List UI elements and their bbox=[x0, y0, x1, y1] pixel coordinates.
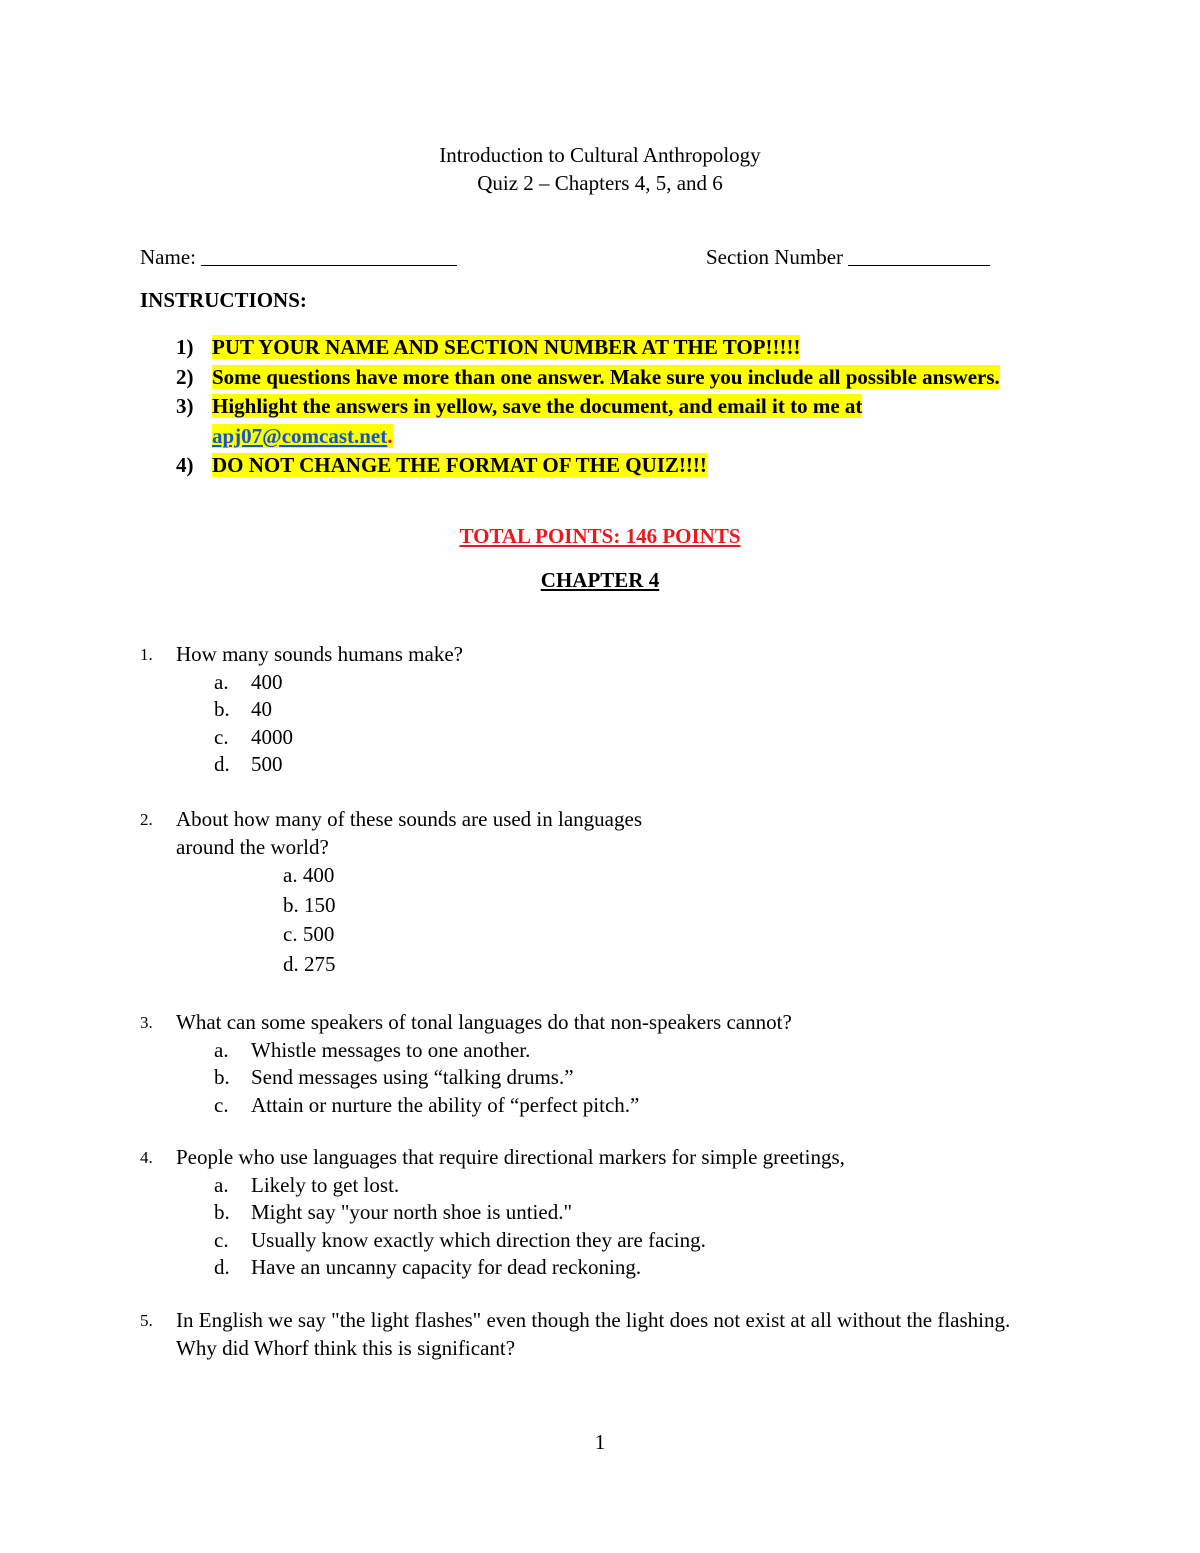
course-title: Introduction to Cultural Anthropology bbox=[439, 143, 761, 167]
instruction-period: . bbox=[387, 423, 393, 448]
question bbox=[140, 806, 642, 979]
question-number: 4. bbox=[140, 1148, 153, 1167]
instruction-number: 4) bbox=[176, 453, 194, 477]
answer-option[interactable] bbox=[214, 669, 463, 697]
option-text: Might say "your north shoe is untied." bbox=[251, 1200, 573, 1224]
question-text: About how many of these sounds are used in languages bbox=[176, 807, 642, 831]
option-letter: d. bbox=[214, 1255, 230, 1279]
option-text: Attain or nurture the ability of “perfect pitch.” bbox=[251, 1092, 640, 1117]
option-letter: c. bbox=[214, 1092, 229, 1117]
total-points: TOTAL POINTS: 146 POINTS bbox=[459, 524, 741, 548]
instructions-heading: INSTRUCTIONS: bbox=[140, 288, 307, 312]
question-text: In English we say "the light flashes" even though the light does not exist at all without the flashing. Why did Whorf think this is significant? bbox=[176, 1308, 1011, 1360]
question-text: What can some speakers of tonal languages do that non-speakers cannot? bbox=[176, 1010, 792, 1034]
option-letter: b. bbox=[214, 697, 230, 721]
question bbox=[140, 1307, 1040, 1362]
section-blank[interactable] bbox=[848, 243, 990, 266]
question-text: People who use languages that require directional markers for simple greetings, bbox=[176, 1145, 845, 1169]
section-field bbox=[706, 243, 990, 270]
answer-option[interactable]: a. 400 bbox=[283, 863, 335, 887]
answer-option[interactable] bbox=[214, 1199, 845, 1227]
answer-option[interactable] bbox=[214, 1064, 792, 1092]
option-text: 400 bbox=[251, 669, 283, 694]
question bbox=[140, 641, 463, 779]
instruction-number: 2) bbox=[176, 364, 194, 389]
answer-option[interactable] bbox=[214, 1092, 792, 1120]
instruction-number: 3) bbox=[176, 394, 194, 418]
option-letter: a. bbox=[214, 669, 229, 694]
page-number: 1 bbox=[594, 1430, 606, 1454]
option-text: Have an uncanny capacity for dead reckoning. bbox=[251, 1255, 642, 1279]
option-letter: c. bbox=[214, 1227, 229, 1252]
answer-option[interactable] bbox=[214, 751, 463, 779]
option-text: 40 bbox=[251, 697, 272, 721]
quiz-title: Quiz 2 – Chapters 4, 5, and 6 bbox=[477, 171, 723, 195]
instruction-text: PUT YOUR NAME AND SECTION NUMBER AT THE TOP!!!!! bbox=[212, 335, 801, 359]
instruction-item bbox=[176, 363, 1026, 393]
question bbox=[140, 1009, 792, 1119]
option-text: 4000 bbox=[251, 724, 293, 749]
answer-option[interactable] bbox=[214, 1037, 792, 1065]
instruction-item bbox=[176, 333, 1026, 363]
instructions-list bbox=[176, 333, 1026, 481]
option-letter: a. bbox=[214, 1172, 229, 1197]
answer-option[interactable] bbox=[214, 696, 463, 724]
section-label: Section Number bbox=[706, 245, 844, 269]
instruction-item bbox=[176, 392, 1026, 451]
question-number: 3. bbox=[140, 1013, 153, 1032]
question-text-continued: around the world? bbox=[176, 834, 329, 859]
question-number: 1. bbox=[140, 645, 153, 664]
name-field bbox=[140, 243, 457, 270]
option-text: Whistle messages to one another. bbox=[251, 1037, 531, 1062]
option-letter: a. bbox=[214, 1037, 229, 1062]
name-blank[interactable] bbox=[201, 243, 457, 266]
answer-option[interactable] bbox=[214, 1254, 845, 1282]
instruction-item bbox=[176, 451, 1026, 481]
answer-option[interactable]: d. 275 bbox=[283, 951, 336, 976]
instruction-text: Highlight the answers in yellow, save the document, and email it to me at bbox=[212, 394, 863, 418]
answer-option[interactable]: b. 150 bbox=[283, 892, 336, 917]
option-letter: b. bbox=[214, 1200, 230, 1224]
option-letter: c. bbox=[214, 724, 229, 749]
option-text: 500 bbox=[251, 752, 283, 776]
question-number: 5. bbox=[140, 1311, 153, 1330]
question-number: 2. bbox=[140, 810, 153, 829]
option-text: Likely to get lost. bbox=[251, 1172, 400, 1197]
answer-option[interactable] bbox=[214, 1172, 845, 1200]
email-link[interactable]: apj07@comcast.net bbox=[212, 423, 388, 448]
option-text: Usually know exactly which direction they are facing. bbox=[251, 1227, 706, 1252]
answer-option[interactable] bbox=[214, 1227, 845, 1255]
question bbox=[140, 1144, 845, 1282]
option-text: Send messages using “talking drums.” bbox=[251, 1065, 574, 1089]
instruction-number: 1) bbox=[176, 335, 194, 359]
question-text: How many sounds humans make? bbox=[176, 642, 463, 666]
option-letter: b. bbox=[214, 1065, 230, 1089]
instruction-text: Some questions have more than one answer. Make sure you include all possible answers. bbox=[212, 364, 1000, 389]
name-label: Name: bbox=[140, 245, 196, 269]
instruction-text: DO NOT CHANGE THE FORMAT OF THE QUIZ!!!! bbox=[212, 453, 707, 477]
option-letter: d. bbox=[214, 752, 230, 776]
answer-option[interactable] bbox=[214, 724, 463, 752]
chapter-heading: CHAPTER 4 bbox=[540, 568, 660, 592]
answer-option[interactable]: c. 500 bbox=[283, 922, 335, 946]
